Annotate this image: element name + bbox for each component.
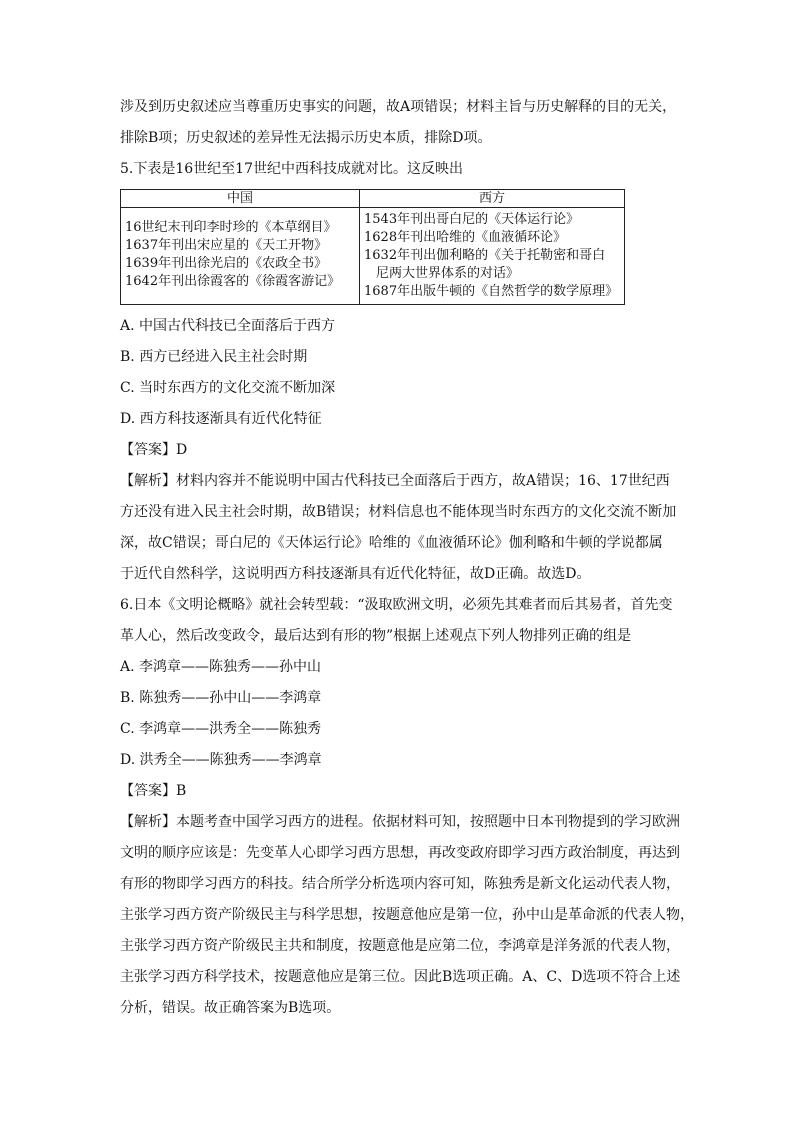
option-c: C. 李鸿章——洪秀全——陈独秀	[120, 721, 322, 737]
text-line: 分析，错误。故正确答案为B选项。	[120, 1000, 341, 1016]
document-page	[120, 92, 694, 1024]
text-line: 文明的顺序应该是：先变革人心即学习西方思想，再改变政府即学习西方政治制度，再达到	[120, 845, 680, 861]
list-item: 尼两大世界体系的对话》	[376, 266, 520, 281]
text-line: 有形的物即学习西方的科技。结合所学分析选项内容可知，陈独秀是新文化运动代表人物，	[120, 876, 680, 892]
option-d: D. 洪秀全——陈独秀——李鸿章	[120, 752, 322, 768]
option-d: D. 西方科技逐渐具有近代化特征	[120, 411, 322, 427]
list-item: 1642年刊出徐霞客的《徐霞客游记》	[125, 274, 341, 289]
analysis	[120, 807, 694, 1024]
text-line: 主张学习西方资产阶级民主共和制度，按题意他是应第二位，李鸿章是洋务派的代表人物，	[120, 938, 680, 954]
text-line: 涉及到历史叙述应当尊重历史事实的问题，故A项错误；材料主旨与历史解释的目的无关，	[120, 99, 677, 115]
table-header-west: 西方	[360, 190, 625, 208]
analysis	[120, 466, 680, 590]
list-item: 1632年刊出伽利略的《关于托勒密和哥白	[364, 248, 606, 263]
answer: 【答案】D	[120, 442, 188, 458]
text-line: 主张学习西方科学技术，按题意他应是第三位。因此B选项正确。A、C、D选项不符合上述	[120, 969, 681, 985]
question-stem: 革人心，然后改变政令，最后达到有形的物”根据上述观点下列人物排列正确的组是	[120, 628, 632, 644]
china-cell	[121, 208, 360, 305]
question-stem: 5.下表是16世纪至17世纪中西科技成就对比。这反映出	[120, 161, 463, 177]
answer: 【答案】B	[120, 783, 187, 799]
text-line: 【解析】材料内容并不能说明中国古代科技已全面落后于西方，故A错误；16、17世纪西	[120, 473, 670, 489]
list-item: 1543年刊出哥白尼的《天体运行论》	[364, 212, 580, 227]
list-item: 1639年刊出徐光启的《农政全书》	[125, 256, 328, 271]
west-cell	[360, 208, 625, 305]
option-c: C. 当时东西方的文化交流不断加深	[120, 380, 336, 396]
text-line: 深，故C错误；哥白尼的《天体运行论》哈维的《血液循环论》伽利略和牛顿的学说都属	[120, 535, 663, 551]
option-b: B. 西方已经进入民主社会时期	[120, 349, 308, 365]
text-line: 排除B项；历史叙述的差异性无法揭示历史本质，排除D项。	[120, 130, 492, 146]
table-row	[121, 208, 625, 305]
list-item: 1628年刊出哈维的《血液循环论》	[364, 230, 567, 245]
comparison-table	[120, 189, 625, 305]
question-5	[120, 154, 680, 590]
table-header-china: 中国	[121, 190, 360, 208]
option-a: A. 李鸿章——陈独秀——孙中山	[120, 659, 322, 675]
list-item: 16世纪末刊印李时珍的《本草纲目》	[125, 220, 337, 235]
text-line: 于近代自然科学，这说明西方科技逐渐具有近代化特征，故D正确。故选D。	[120, 566, 591, 582]
option-a: A. 中国古代科技已全面落后于西方	[120, 318, 336, 334]
text-line: 方还没有进入民主社会时期，故B错误；材料信息也不能体现当时东西方的文化交流不断加	[120, 504, 677, 520]
list-item: 1687年出版牛顿的《自然哲学的数学原理》	[364, 284, 619, 299]
table-header-row	[121, 190, 625, 208]
text-line: 【解析】本题考查中国学习西方的进程。依据材料可知，按照题中日本刊物提到的学习欧洲	[120, 814, 680, 830]
question-stem: 6.日本《文明论概略》就社会转型载：“汲取欧洲文明，必须先其难者而后其易者，首先变	[120, 597, 673, 613]
question-6	[120, 590, 694, 1024]
intro-paragraph	[120, 92, 680, 154]
text-line: 主张学习西方资产阶级民主与科学思想，按题意他应是第一位，孙中山是革命派的代表人物，	[120, 907, 694, 923]
option-b: B. 陈独秀——孙中山——李鸿章	[120, 690, 322, 706]
list-item: 1637年刊出宋应星的《天工开物》	[125, 238, 328, 253]
